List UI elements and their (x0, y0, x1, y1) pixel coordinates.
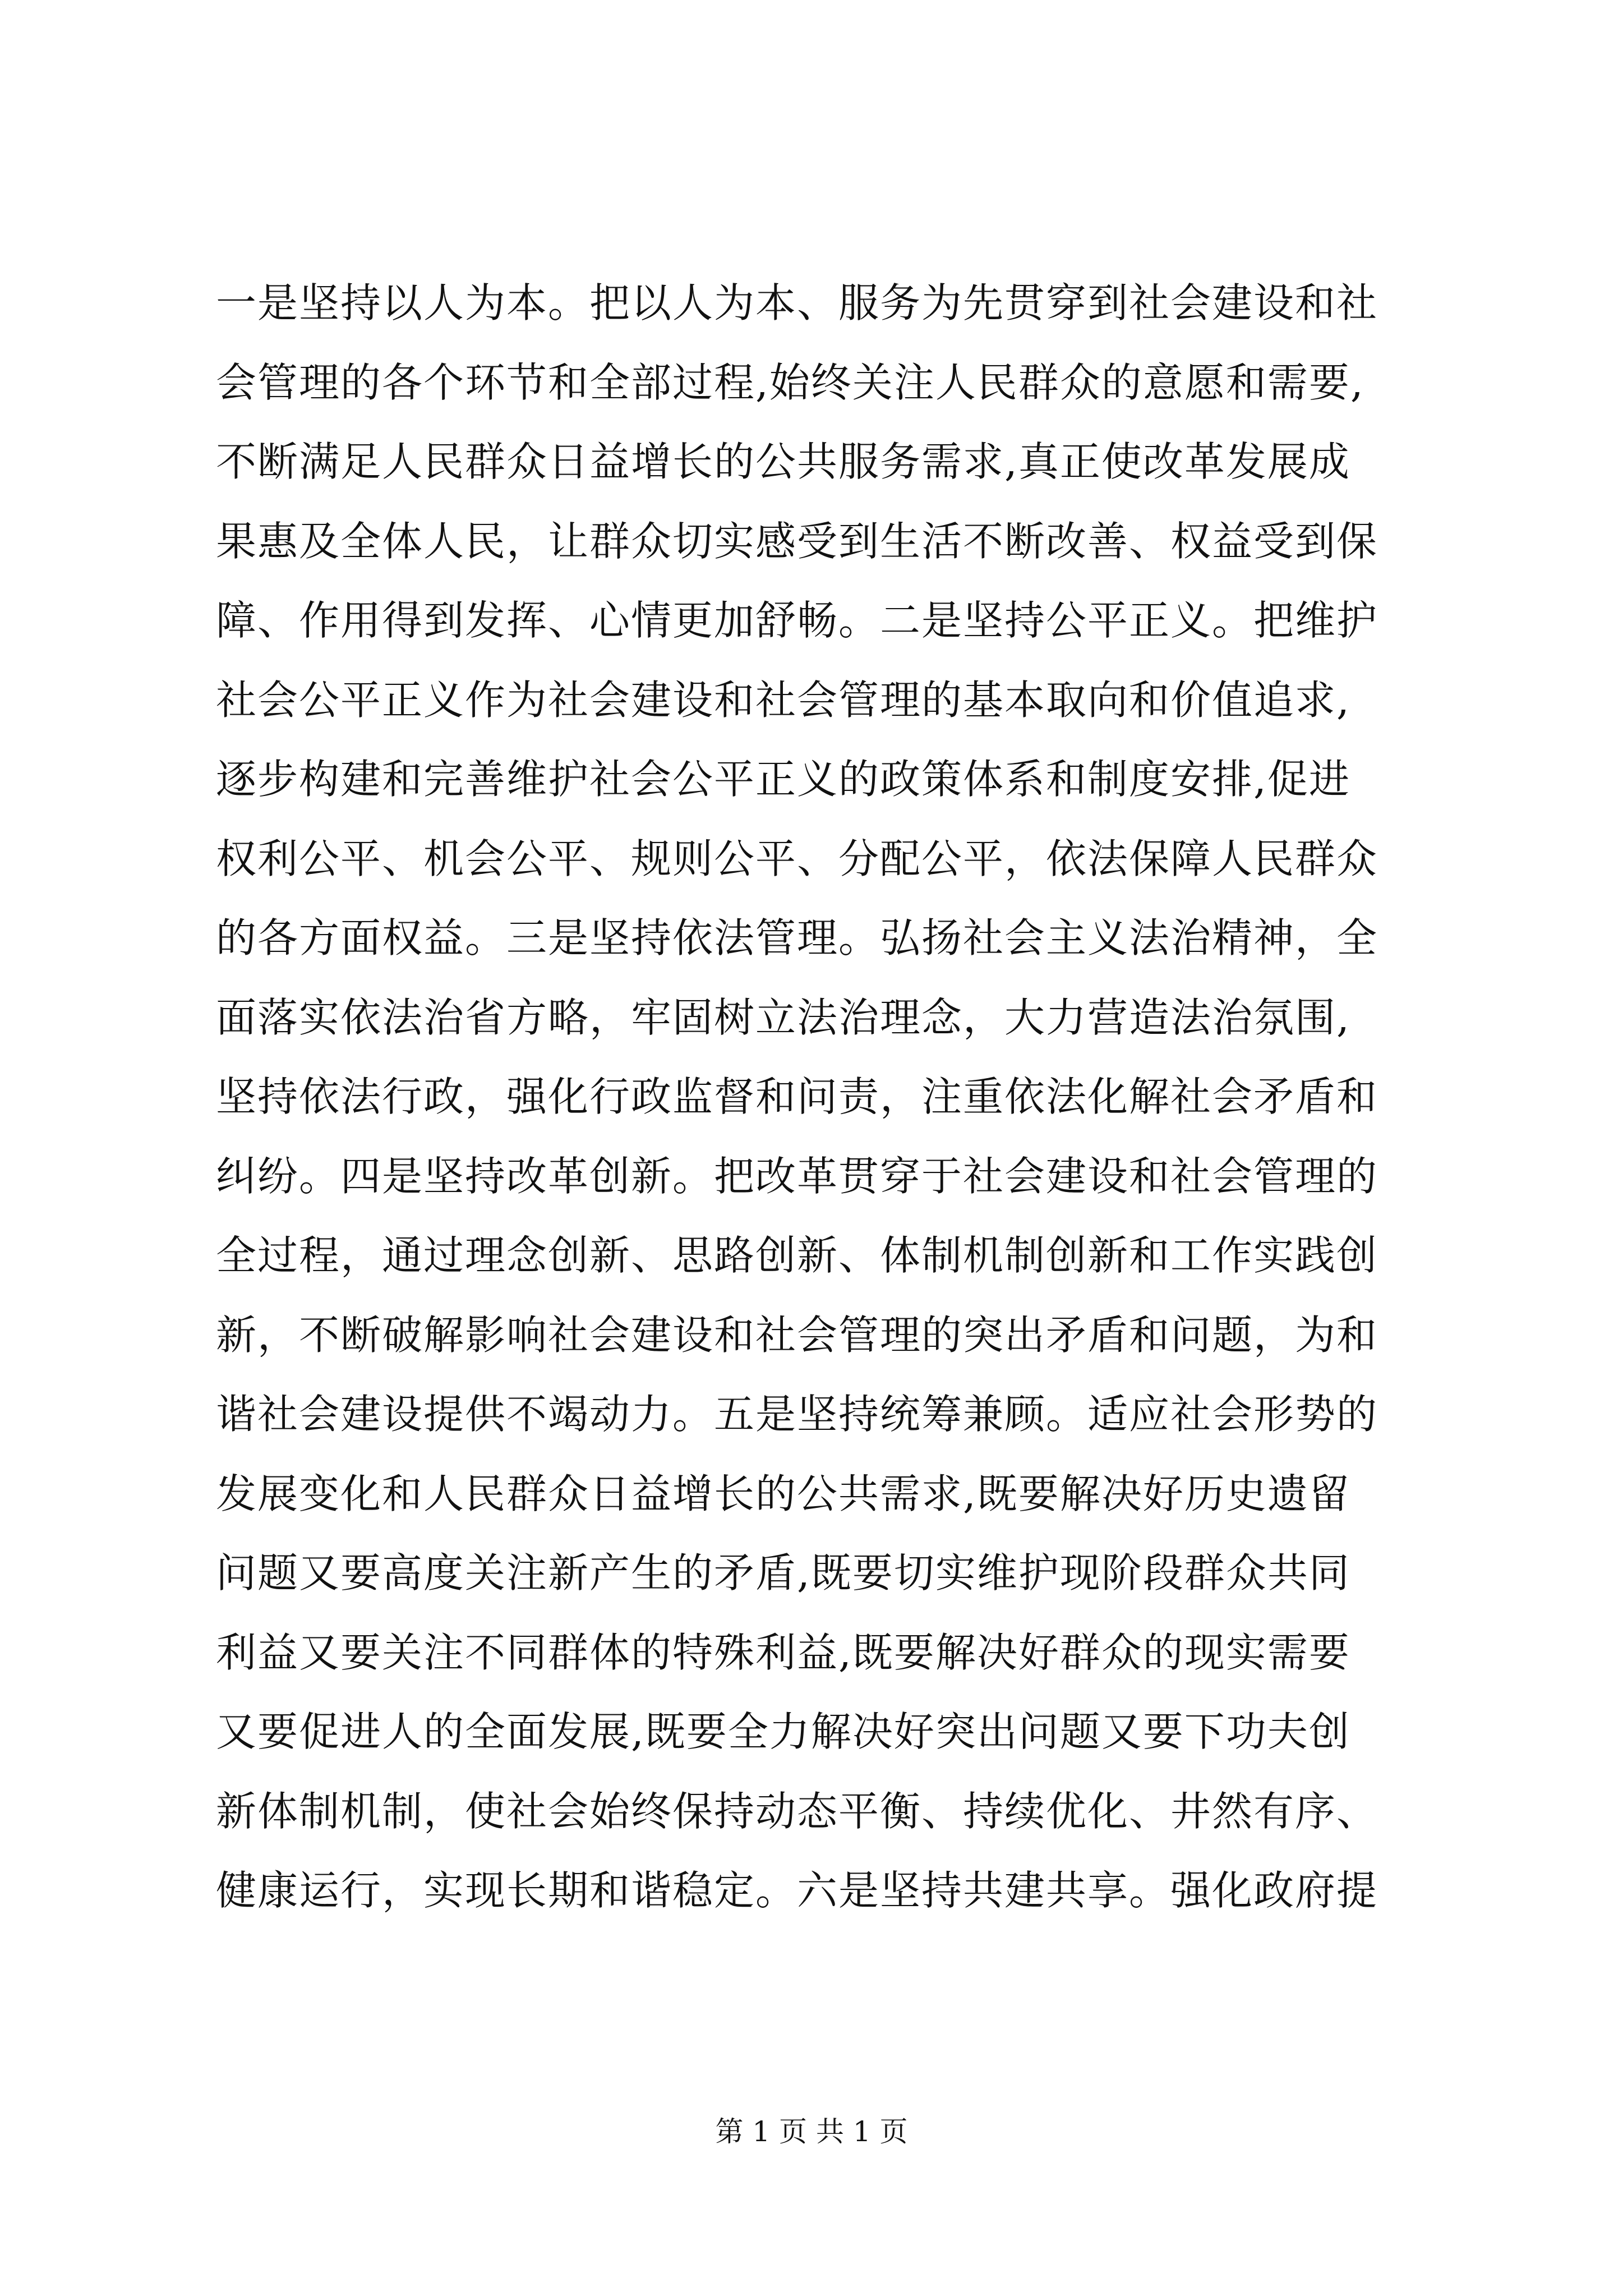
text-line: 面落实依法治省方略，牢固树立法治理念，大力营造法治氛围, (216, 993, 1350, 1041)
text-line: 又要促进人的全面发展,既要全力解决好突出问题又要下功夫创 (216, 1708, 1350, 1755)
text-line: 会管理的各个环节和全部过程,始终关注人民群众的意愿和需要, (216, 358, 1364, 406)
text-line: 谐社会建设提供不竭动力。五是坚持统筹兼顾。适应社会形势的 (216, 1391, 1378, 1438)
text-line: 纠纷。四是坚持改革创新。把改革贯穿于社会建设和社会管理的 (216, 1152, 1378, 1200)
page-number-label: 第 1 页 共 1 页 (715, 2115, 908, 2148)
text-line: 发展变化和人民群众日益增长的公共需求,既要解决好历史遗留 (216, 1470, 1350, 1517)
text-line: 健康运行，实现长期和谐稳定。六是坚持共建共享。强化政府提 (216, 1867, 1378, 1914)
text-line: 权利公平、机会公平、规则公平、分配公平，依法保障人民群众 (216, 835, 1378, 882)
text-line: 逐步构建和完善维护社会公平正义的政策体系和制度安排,促进 (216, 756, 1350, 803)
text-line: 新，不断破解影响社会建设和社会管理的突出矛盾和问题，为和 (216, 1311, 1378, 1359)
text-line: 果惠及全体人民，让群众切实感受到生活不断改善、权益受到保 (216, 517, 1378, 565)
text-line: 的各方面权益。三是坚持依法管理。弘扬社会主义法治精神，全 (216, 914, 1378, 961)
text-line: 问题又要高度关注新产生的矛盾,既要切实维护现阶段群众共同 (216, 1549, 1350, 1596)
page-footer (0, 2112, 1623, 2151)
text-line: 障、作用得到发挥、心情更加舒畅。二是坚持公平正义。把维护 (216, 597, 1378, 644)
text-line: 坚持依法行政，强化行政监督和问责，注重依法化解社会矛盾和 (216, 1073, 1378, 1120)
text-line: 一是坚持以人为本。把以人为本、服务为先贯穿到社会建设和社 (216, 279, 1378, 326)
body-text (216, 264, 1483, 1931)
text-line: 社会公平正义作为社会建设和社会管理的基本取向和价值追求, (216, 676, 1350, 724)
text-line: 新体制机制，使社会始终保持动态平衡、持续优化、井然有序、 (216, 1787, 1378, 1835)
text-line: 全过程，通过理念创新、思路创新、体制机制创新和工作实践创 (216, 1232, 1378, 1279)
text-line: 利益又要关注不同群体的特殊利益,既要解决好群众的现实需要 (216, 1628, 1350, 1676)
text-line: 不断满足人民群众日益增长的公共服务需求,真正使改革发展成 (216, 438, 1350, 485)
